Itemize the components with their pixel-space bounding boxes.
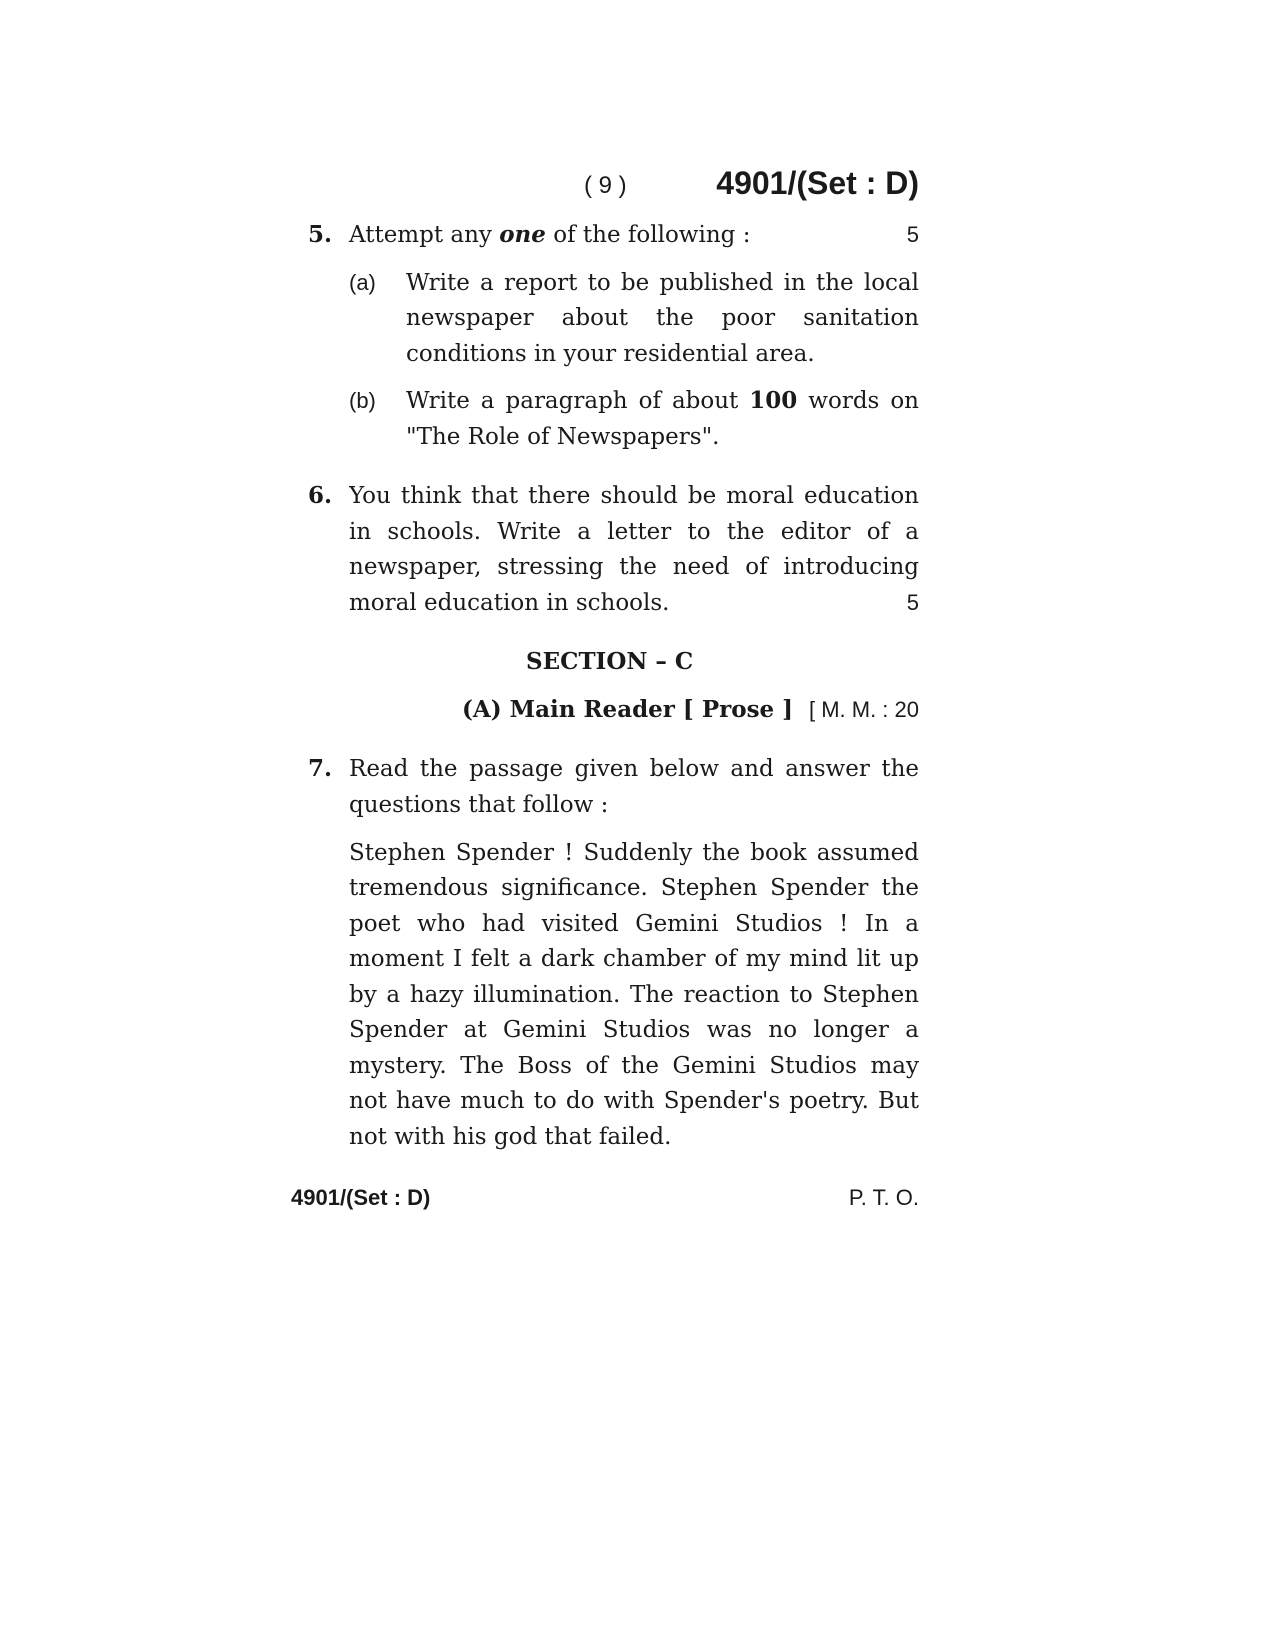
q5-prompt [349, 217, 750, 253]
q5b-line-1-before: Write a paragraph of about [406, 388, 750, 414]
section-max-marks: [ M. M. : 20 [808, 697, 919, 722]
paper-code-header: 4901/(Set : D) [716, 165, 919, 201]
q5-prompt-after: of the following : [545, 222, 751, 248]
passage-line-4: moment I felt a dark chamber of my mind lit up [349, 946, 919, 972]
section-title: SECTION – C [526, 648, 694, 675]
q5a-label: (a) [349, 270, 376, 295]
section-subtitle: (A) Main Reader [ Prose ] [462, 696, 794, 723]
q5-marks: 5 [906, 222, 919, 247]
passage-line-9: not with his god that failed. [349, 1124, 672, 1150]
passage-line-5: by a hazy illumination. The reaction to Stephen [349, 982, 919, 1008]
passage-line-2: tremendous significance. Stephen Spender the [349, 875, 919, 901]
pto-label: P. T. O. [848, 1185, 919, 1210]
paper-code-footer: 4901/(Set : D) [291, 1185, 431, 1210]
page-number: ( 9 ) [584, 172, 627, 199]
passage-line-6: Spender at Gemini Studios was no longer a [349, 1017, 919, 1043]
q5b-line-1 [406, 383, 919, 419]
q5-prompt-emphasis: one [499, 221, 546, 248]
q5-prompt-before: Attempt any [349, 222, 500, 248]
q6-marks: 5 [906, 590, 919, 615]
q5b-label: (b) [349, 388, 376, 413]
q5a-line-3: conditions in your residential area. [406, 341, 815, 367]
passage-line-8: not have much to do with Spender's poetry. But [349, 1088, 919, 1114]
q7-line-1: Read the passage given below and answer the [349, 756, 919, 782]
q6-line-3: newspaper, stressing the need of introducing [349, 554, 919, 580]
q7-number: 7. [308, 755, 333, 782]
q7-line-2: questions that follow : [349, 792, 609, 818]
q5-number: 5. [308, 221, 333, 248]
passage-line-7: mystery. The Boss of the Gemini Studios may [349, 1053, 919, 1079]
q5a-line-2: newspaper about the poor sanitation [406, 305, 919, 331]
q6-line-1: You think that there should be moral education [349, 483, 919, 509]
q5b-line-1-after: words on [797, 388, 919, 414]
q5b-word-count: 100 [749, 387, 798, 414]
q6-number: 6. [308, 482, 333, 509]
q6-line-2: in schools. Write a letter to the editor of a [349, 519, 919, 545]
passage-line-3: poet who had visited Gemini Studios ! In a [349, 911, 919, 937]
q6-line-4: moral education in schools. [349, 590, 670, 616]
passage-line-1: Stephen Spender ! Suddenly the book assumed [349, 840, 919, 866]
q5a-line-1: Write a report to be published in the local [406, 270, 919, 296]
q5b-line-2: "The Role of Newspapers". [406, 424, 720, 450]
